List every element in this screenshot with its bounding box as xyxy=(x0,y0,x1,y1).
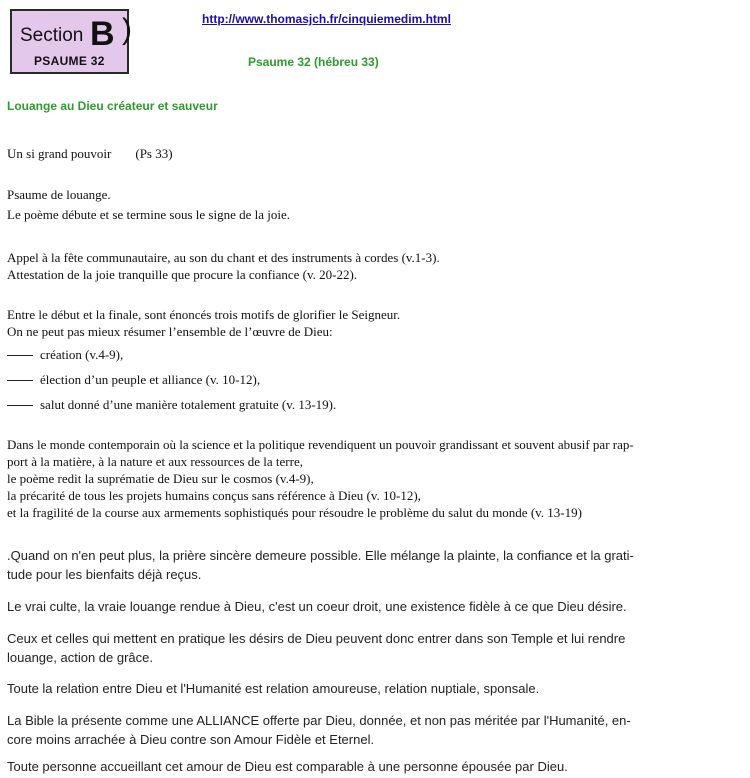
dash-marker xyxy=(7,405,33,406)
text-line: Entre le début et la finale, sont énoncés trois motifs de glorifier le Seigneur. xyxy=(7,307,401,322)
paragraph-1 xyxy=(7,186,290,223)
source-link[interactable]: http://www.thomasjch.fr/cinquiemedim.html xyxy=(202,12,451,26)
text-line: Ceux et celles qui mettent en pratique les désirs de Dieu peuvent donc entrer dans son Temple et lui rendre xyxy=(7,631,626,646)
psalm-subtitle: Psaume 32 (hébreu 33) xyxy=(248,55,379,69)
paragraph-3 xyxy=(7,306,400,340)
list-item xyxy=(7,371,336,396)
commentary-2 xyxy=(7,597,627,616)
text-line: et la fragilité de la course aux armements sophistiqués pour résoudre le problème du salut du monde (v. 13-19) xyxy=(7,505,582,520)
text-line: core moins arrachée à Dieu contre son Amour Fidèle et Eternel. xyxy=(7,732,375,747)
text-line: tude pour les bienfaits déjà reçus. xyxy=(7,567,202,582)
text-line: La Bible la présente comme une ALLIANCE offerte par Dieu, donnée, et non pas méritée par l'Humanité, en- xyxy=(7,713,631,728)
section-letter: B xyxy=(90,15,115,53)
list-item xyxy=(7,346,336,371)
text-line: Le poème débute et se termine sous le signe de la joie. xyxy=(7,207,291,222)
list-item-text: salut donné d’une manière totalement gratuite (v. 13-19). xyxy=(40,397,337,412)
paragraph-2 xyxy=(7,249,440,283)
commentary-4 xyxy=(7,679,539,698)
list-item xyxy=(7,396,336,421)
text-line: Toute la relation entre Dieu et l'Humanité est relation amoureuse, relation nuptiale, sponsale. xyxy=(7,681,540,696)
section-paren: ) xyxy=(122,13,132,46)
text-line: Dans le monde contemporain où la science et la politique revendiquent un pouvoir grandissant et souvent abusif par rap- xyxy=(7,437,634,452)
text-line: louange, action de grâce. xyxy=(7,650,153,665)
body-title-text: Un si grand pouvoir xyxy=(7,146,112,161)
page-heading: Louange au Dieu créateur et sauveur xyxy=(7,99,218,113)
motif-list xyxy=(7,346,336,421)
paragraph-4 xyxy=(7,436,634,521)
text-line: le poème redit la suprématie de Dieu sur le cosmos (v.4-9), xyxy=(7,471,314,486)
section-word: Section xyxy=(20,25,84,46)
dash-marker xyxy=(7,355,33,356)
commentary-3 xyxy=(7,629,625,667)
text-line: Le vrai culte, la vraie louange rendue à Dieu, c'est un coeur droit, une existence fidèle à ce que Dieu désire. xyxy=(7,599,627,614)
commentary-6 xyxy=(7,757,568,776)
text-line: Psaume de louange. xyxy=(7,187,111,202)
text-line: On ne peut pas mieux résumer l’ensemble de l’œuvre de Dieu: xyxy=(7,324,333,339)
list-item-text: création (v.4-9), xyxy=(40,347,124,362)
commentary-5 xyxy=(7,711,631,749)
text-line: Appel à la fête communautaire, au son du chant et des instruments à cordes (v.1-3). xyxy=(7,250,440,265)
text-line: la précarité de tous les projets humains conçus sans référence à Dieu (v. 10-12), xyxy=(7,488,421,503)
body-title xyxy=(7,145,173,162)
text-line: Toute personne accueillant cet amour de Dieu est comparable à une personne épousée par Dieu. xyxy=(7,759,568,774)
text-line: .Quand on n'en peut plus, la prière sincère demeure possible. Elle mélange la plainte, la confiance et la grati- xyxy=(7,548,634,563)
text-line: Attestation de la joie tranquille que procure la confiance (v. 20-22). xyxy=(7,267,358,282)
commentary-1 xyxy=(7,546,634,584)
section-subtitle: PSAUME 32 xyxy=(34,54,105,68)
list-item-text: élection d’un peuple et alliance (v. 10-12), xyxy=(40,372,261,387)
body-title-ref: (Ps 33) xyxy=(135,146,173,161)
section-badge xyxy=(10,9,132,74)
text-line: port à la matière, à la nature et aux ressources de la terre, xyxy=(7,454,303,469)
dash-marker xyxy=(7,380,33,381)
